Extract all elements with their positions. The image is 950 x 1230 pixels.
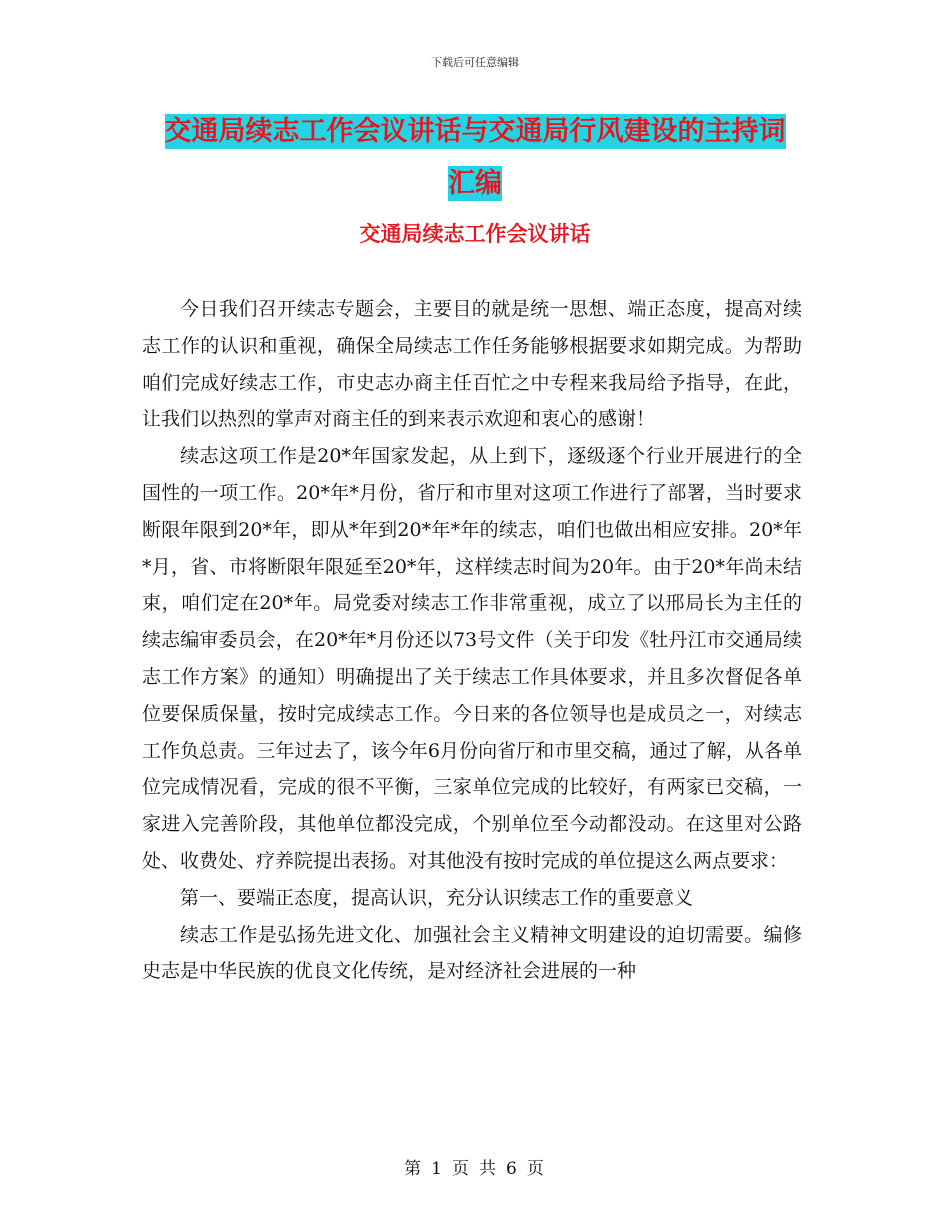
total-pages: 6	[506, 1159, 519, 1179]
page-label-prefix: 第	[404, 1159, 424, 1179]
page-footer	[0, 1154, 950, 1179]
paragraph: 第一、要端正态度，提高认识，充分认识续志工作的重要意义	[180, 886, 694, 909]
page-number: 1	[431, 1159, 444, 1179]
page-label-mid: 页	[452, 1159, 471, 1179]
document-title-line2: 汇编	[448, 168, 502, 199]
document-title	[150, 106, 800, 210]
page-header-note: 下载后可任意编辑	[431, 56, 519, 69]
page-label-suffix: 页	[526, 1159, 546, 1179]
document-title-line1: 交通局续志工作会议讲话与交通局行风建设的主持词	[164, 116, 786, 147]
section-title: 交通局续志工作会议讲话	[359, 222, 591, 246]
paragraph: 续志这项工作是20*年国家发起，从上到下，逐级逐个行业开展进行的全国性的一项工作。20*年*月份，省厅和市里对这项工作进行了部署，当时要求断限年限到20*年，即从*年到20*年*年的续志，咱们也做出相应安排。20*年*月，省、市将断限年限延至20*年，这样续志时间为20年。由于20*年尚未结束，咱们定在20*年。局党委对续志工作非常重视，成立了以邢局长为主任的续志编审委员会，在20*年*月份还以73号文件（关于印发《牡丹江市交通局续志工作方案》的通知）明确提出了关于续志工作具体要求，并且多次督促各单位要保质保量，按时完成续志工作。今日来的各位领导也是成员之一，对续志工作负总责。三年过去了，该今年6月份向省厅和市里交稿，通过了解，从各单位完成情况看，完成的很不平衡，三家单位完成的比较好，有两家已交稿，一家进入完善阶段，其他单位都没完成，个别单位至今动都没动。在这里对公路处、收费处、疗养院提出表扬。对其他没有按时完成的单位提这么两点要求：	[142, 445, 802, 872]
paragraph: 续志工作是弘扬先进文化、加强社会主义精神文明建设的迫切需要。编修史志是中华民族的优良文化传统，是对经济社会进展的一种	[142, 923, 802, 983]
paragraph: 今日我们召开续志专题会，主要目的就是统一思想、端正态度，提高对续志工作的认识和重视，确保全局续志工作任务能够根据要求如期完成。为帮助咱们完成好续志工作，市史志办商主任百忙之中专程来我局给予指导，在此，让我们以热烈的掌声对商主任的到来表示欢迎和衷心的感谢！	[142, 298, 802, 431]
document-body	[142, 291, 802, 990]
total-label: 共	[479, 1159, 498, 1179]
